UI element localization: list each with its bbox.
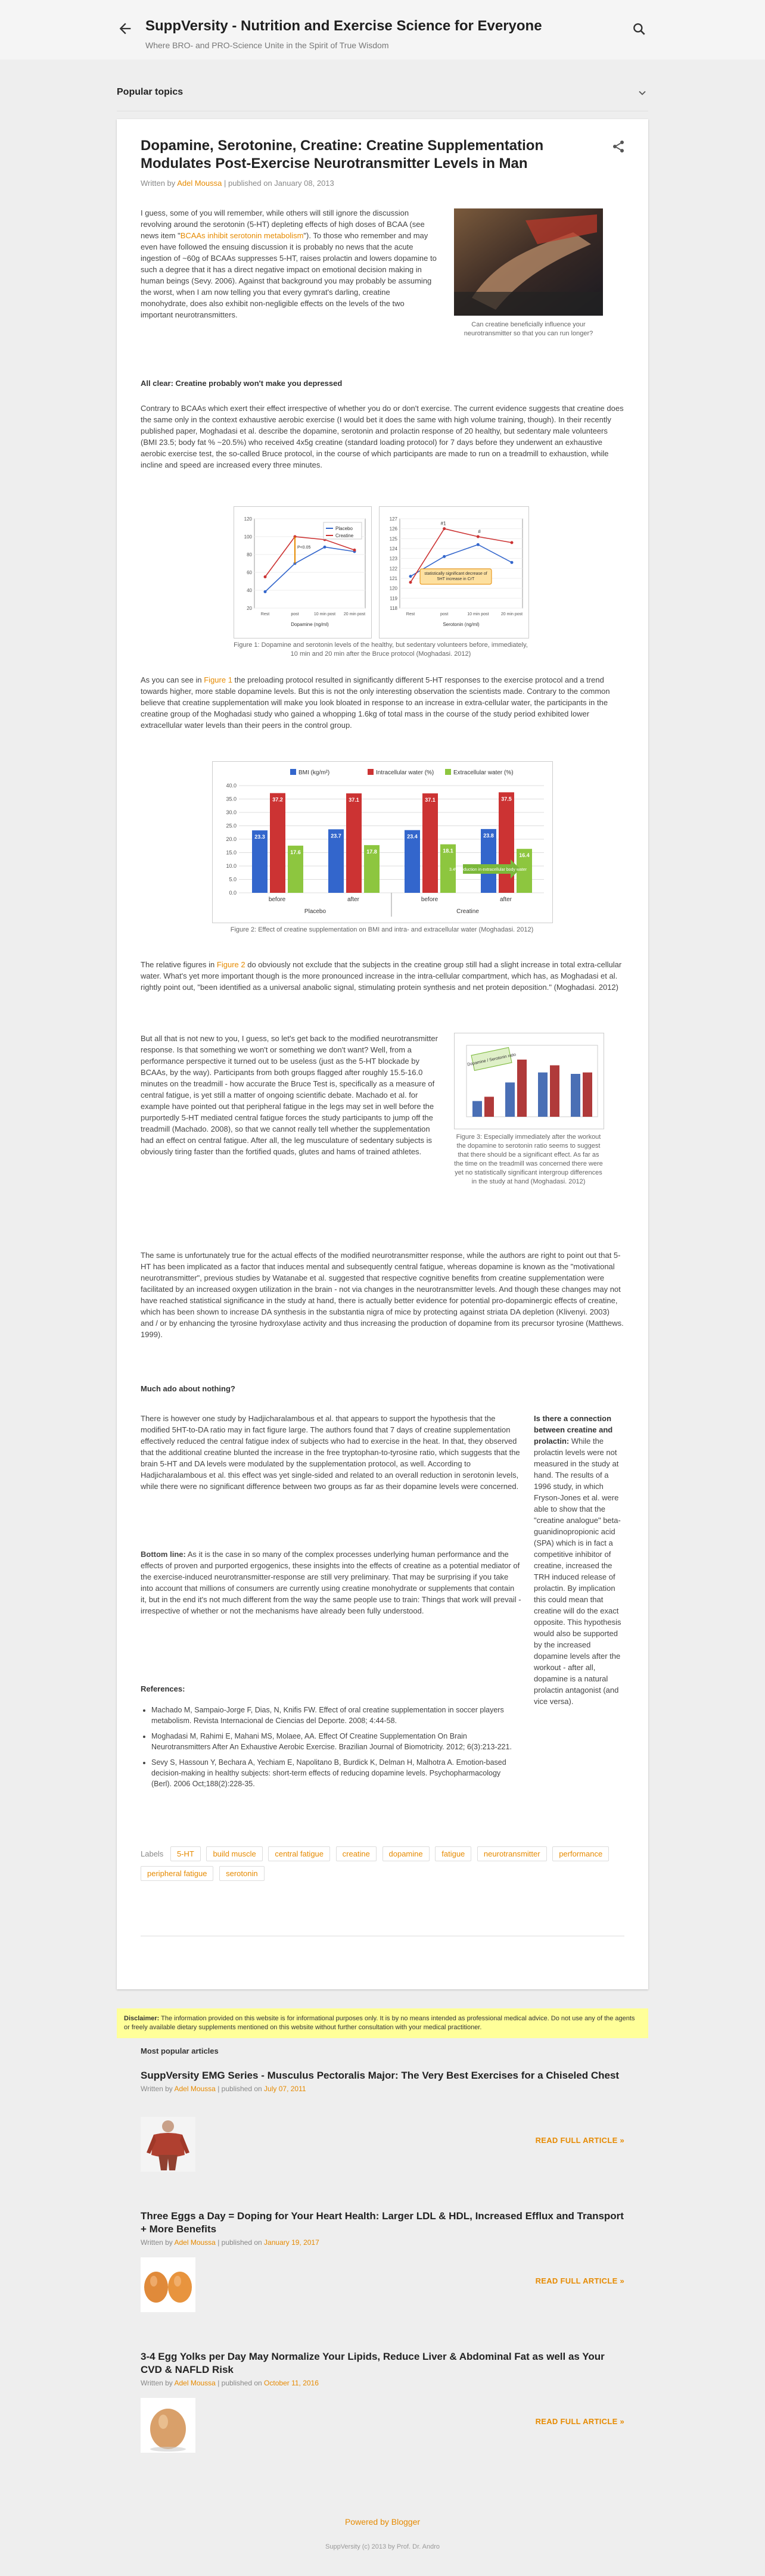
creatine-point [477, 535, 480, 538]
date-link[interactable]: October 11, 2016 [264, 2379, 319, 2387]
label-tag[interactable]: fatigue [435, 1846, 471, 1861]
date-link[interactable]: July 07, 2011 [264, 2085, 306, 2093]
bar-value-label: 37.1 [425, 797, 436, 803]
bar-value-label: 37.5 [501, 796, 512, 802]
x-tick-label: before [268, 896, 286, 903]
y-tick-label: 126 [389, 526, 397, 532]
popular-article-meta: Written by Adel Moussa | published on July 07, 2011 [141, 2085, 306, 2093]
group-label: Placebo [304, 908, 326, 915]
disclaimer-banner [117, 2008, 648, 2038]
ratio-bar-a [472, 1101, 482, 1117]
callout-text: Dopamine / Serotonin ratio [467, 1052, 517, 1067]
significance-mark: # [478, 529, 481, 534]
disclaimer-label: Disclaimer: [124, 2015, 160, 2022]
legend-entry: BMI (kg/m²) [298, 770, 330, 776]
annotation-box [420, 569, 492, 584]
y-tick-label: 0.0 [229, 890, 237, 896]
label-tag[interactable]: performance [552, 1846, 609, 1861]
read-more-link[interactable]: READ FULL ARTICLE » [535, 2136, 624, 2145]
bar-value-label: 37.2 [272, 796, 283, 803]
paragraph-6: The same is unfortunately true for the actual effects of the modified neurotransmitter response, while the authors are right to point out that 5-HT has been implicated as a factor that induces mental and subsequently central fatigue, whereas dopamine is known as the "motivational neurotransmitter", previous studies by Watanabe et al. suggested that respective cognitive benefits from creatine supplementation were facilitated by an increased oxygen utilization in the brain - not via changes in the neurotransmitter levels. And though these changes may not have reached statistical significance in the study at hand, there is actually better evidence for potential pro-dopaminergic effects of creatine, which has been shown to increase DA synthesis in the substantia nigra of mice by protecting against striata DA depletion (Klivenyi. 2003) and / or by enhancing the tyrosine hydroxylase activity and thus increasing the production of dopamine from its precursor tyrosine (Matthews. 1999). [141, 1251, 624, 1339]
labels-list [141, 1846, 617, 1886]
y-tick-label: 35.0 [226, 796, 237, 802]
paragraph-4: The relative figures in Figure 2 do obviously not exclude that the subjects in the creatine group still had a slight increase in total extra-cellular water. What's yet more important though is the more pronounced increase in the intra-cellular compartment, which has, as Moghadasi et al. rightly point out, "been identified as a universal anabolic signal, stimulating protein synthesis and net protein deposition." (Moghadasi. 2012) [141, 960, 622, 992]
y-tick-label: 121 [389, 576, 397, 581]
icw-bar [422, 793, 438, 893]
figure-2-caption: Figure 2: Effect of creatine supplementation on BMI and intra- and extracellular water (Moghadasi. 2012) [230, 926, 534, 933]
y-tick-label: 120 [244, 516, 252, 522]
popular-article[interactable] [141, 2069, 624, 2188]
y-tick-label: 100 [244, 534, 252, 540]
search-icon[interactable] [632, 21, 647, 37]
legend-entry: Extracellular water (%) [453, 770, 514, 776]
author-link[interactable]: Adel Moussa [174, 2085, 216, 2093]
bcaa-link[interactable]: BCAAs inhibit serotonin metabolism [180, 231, 304, 240]
ratio-bar-a [538, 1073, 548, 1117]
figure-1-link[interactable]: Figure 1 [204, 675, 232, 684]
legend-swatch [445, 769, 451, 775]
site-header [0, 0, 765, 60]
y-tick-label: 20.0 [226, 836, 237, 842]
post-card [117, 119, 648, 1989]
figure-1-dopamine [234, 506, 372, 638]
bar-value-label: 23.7 [331, 833, 341, 839]
popular-article-title[interactable]: Three Eggs a Day = Doping for Your Heart Health: Larger LDL & HDL, Increased Efflux and Transport + More Benefits [141, 2210, 624, 2235]
x-tick-label: post [291, 612, 299, 616]
ratio-bar-b [583, 1073, 592, 1117]
popular-article[interactable] [141, 2210, 624, 2329]
placebo-point [264, 590, 267, 593]
bar-value-label: 23.8 [483, 832, 494, 839]
legend-swatch [290, 769, 296, 775]
label-tag[interactable]: neurotransmitter [477, 1846, 547, 1861]
figure-1-serotonin [379, 506, 529, 638]
x-tick-label: Rest [260, 612, 270, 616]
creatine-point [511, 541, 514, 544]
y-tick-label: 124 [389, 546, 397, 552]
disclaimer-text: The information provided on this website is for informational purposes only. It is by no means intended as professional medical advice. Do not use any of the agents or freely available dietary supplements mentioned on this website without further consultation with your medical practitioner. [124, 2015, 635, 2031]
icw-bar [270, 793, 285, 893]
ratio-bar-a [505, 1082, 515, 1117]
popular-article-meta: Written by Adel Moussa | published on January 19, 2017 [141, 2238, 319, 2247]
legend-entry: Intracellular water (%) [376, 770, 434, 776]
read-more-link[interactable]: READ FULL ARTICLE » [535, 2417, 624, 2426]
y-tick-label: 10.0 [226, 863, 237, 869]
bar-value-label: 17.8 [366, 848, 377, 855]
meta-date: | published on January 08, 2013 [223, 179, 334, 188]
paragraph-3: As you can see in Figure 1 the preloading protocol resulted in significantly different 5-HT responses to the exercise protocol and a trend towards higher, more stable dopamine levels. But this is not the only interesting observation the scientists made. Contrary to the common believe that creatine supplementation will make you look bloated in response to an increase in extra-cellular water, the participants in the creatine group of the Moghadasi study who gained a whopping 1.6kg of total mass in the course of the study period exhibited lower extracellular water levels than their peers in the control group. [141, 675, 610, 730]
paragraph-7: There is however one study by Hadjicharalambous et al. that appears to support the hypothesis that the modified 5HT-to-DA ratio may in fact figure large. The authors found that 7 days of creatine supplementation effectively reduced the central fatigue index of subjects who had to exercise in the heat. In that, they observed that the additional creatine blunted the increase in the free tryptophan-to-tyrosine ratio, which suggests that the brain 5-HT and DA levels were modulated by the supplementation protocol, as well. According to Hadjicharalambous et al. this effect was yet single-sided and related to an overall reduction in serotonin levels, while there were no significant difference between two groups as far as their dopamine levels were concerned. [141, 1414, 520, 1491]
figure-2-bmi-water [212, 761, 553, 923]
reference-item: • Machado M, Sampaio-Jorge F, Dias, N, Knifis FW. Effect of oral creatine supplementation in soccer players metabolism. Revista Internacional de Ciencias del Deporte. 2008; 4:44-58. [151, 1705, 521, 1726]
paragraph-2: Contrary to BCAAs which exert their effect irrespective of whether you do or don't exercise. The current evidence suggests that creatine does the same only in the context exhaustive aerobic exercise (I would bet it does the same with high volume training, though). In their recently published paper, Moghadasi et al. describe the dopamine, serotonin and prolactin response of 20 healthy, but sedentary male volunteers (BMI 23.5; body fat % ~20.5%) who received 4x5g creatine (standard loading protocol) for 7 days before they underwent an exhaustive aerobic exercise test, the so-called Bruce protocol, in the course of which participants are made to run on a treadmill to exhaustion, while incline and speed are increased every three minutes. [141, 404, 624, 469]
subhead-all-clear: All clear: Creatine probably won't make you depressed [141, 379, 343, 388]
label-tag[interactable]: 5-HT [170, 1846, 201, 1861]
y-tick-label: 60 [247, 570, 252, 575]
placebo-point [409, 575, 412, 578]
y-tick-label: 25.0 [226, 823, 237, 829]
creatine-point [353, 549, 356, 552]
y-tick-label: 120 [389, 585, 397, 591]
y-tick-label: 40.0 [226, 783, 237, 789]
ratio-chart [455, 1033, 604, 1129]
figure-2-link[interactable]: Figure 2 [216, 960, 245, 969]
runner-photo [454, 208, 603, 316]
dopamine-chart [234, 507, 371, 638]
date-link[interactable]: January 19, 2017 [264, 2238, 319, 2247]
references-list [141, 1705, 521, 1794]
bar-value-label: 23.4 [407, 833, 418, 840]
powered-by-link[interactable]: Powered by Blogger [344, 2517, 421, 2527]
label-tag[interactable]: creatine [336, 1846, 377, 1861]
popular-topics-label: Popular topics [117, 87, 184, 97]
site-subtitle: Where BRO- and PRO-Science Unite in the Spirit of True Wisdom [145, 41, 389, 50]
muscle-anatomy-thumbnail[interactable] [141, 2117, 195, 2172]
bar-value-label: 37.1 [349, 797, 359, 803]
placebo-point [324, 546, 326, 549]
popular-article-meta: Written by Adel Moussa | published on October 11, 2016 [141, 2379, 319, 2387]
ratio-bar-a [571, 1074, 580, 1117]
x-tick-label: post [440, 612, 449, 616]
chevron-down-icon[interactable] [636, 87, 648, 99]
subhead-much-ado: Much ado about nothing? [141, 1384, 235, 1393]
most-popular-title: Most popular articles [141, 2047, 219, 2055]
icw-bar [499, 792, 514, 893]
y-tick-label: 80 [247, 552, 252, 557]
back-arrow-icon[interactable] [117, 20, 133, 37]
y-tick-label: 119 [390, 596, 397, 602]
author-link[interactable]: Adel Moussa [174, 2238, 216, 2247]
creatine-point [409, 581, 412, 584]
label-tag[interactable]: central fatigue [268, 1846, 330, 1861]
x-tick-label: Rest [406, 612, 415, 616]
prolactin-sidebar: Is there a connection between creatine and prolactin: While the prolactin levels were not measured in the study at hand. The results of a 1996 study, in which Fryson-Jones et al. were able to show that the "creatine analogue" beta-guanidinopropionic acid (SPA) which is in fact a competitive inhibitor of creatine, increased the TRH induced release of prolactin. By implication this could mean that creatine will do the exact opposite. This hypothesis would also be supported by the increased dopamine levels after the workout - after all, dopamine is a natural prolactin antagonist (and vice versa). [534, 1414, 621, 1706]
serotonin-chart [380, 507, 528, 638]
intro-paragraph: I guess, some of you will remember, while others will still ignore the discussion revolving around the serotonin (5-HT) depleting effects of high doses of BCAA (see news item "BCAAs inhibit serotonin metabolism"). To those who remember and may even have followed the ensuing discussion it is probably no news that the acute ingestion of ~60g of BCAAs suppresses 5-HT, raises prolactin and lowers dopamine to such a degree that it has a direct negative impact on emotional decision making in human beings (Sevy. 2006). Against that background you may probably be assuming the worst, when I am now telling you that every gymrat's darling, creatine monohydrate, does also exhibit non-negligible effects on the levels of the two important neurotransmitters. [141, 208, 437, 319]
legend-swatch [368, 769, 374, 775]
y-tick-label: 123 [389, 556, 397, 562]
post-meta [141, 179, 334, 188]
x-axis-label: Serotonin (ng/ml) [443, 622, 480, 627]
group-label: Creatine [456, 908, 479, 915]
bmi-water-chart [213, 762, 552, 923]
popular-article-title[interactable]: SuppVersity EMG Series - Musculus Pectoralis Major: The Very Best Exercises for a Chiseled Chest [141, 2070, 620, 2081]
label-tag[interactable]: dopamine [382, 1846, 430, 1861]
egg-yolk-thumbnail[interactable] [141, 2398, 195, 2453]
copyright: SuppVersity (c) 2013 by Prof. Dr. Andro [325, 2543, 440, 2550]
y-tick-label: 40 [247, 588, 252, 593]
share-icon[interactable] [611, 139, 626, 154]
post-title: Dopamine, Serotonine, Creatine: Creatine Supplementation Modulates Post-Exercise Neurotransmitter Levels in Man [141, 138, 544, 172]
bar-value-label: 16.4 [519, 852, 530, 859]
figure-3-caption: Figure 3: Especially immediately after the workout the dopamine to serotonin ratio seems to suggest that there should be a significant effect. As far as the time on the treadmill was concerned there were yet no statistically significant intergroup differences in the study at hand (Moghadasi. 2012) [454, 1133, 603, 1185]
paragraph-5: But all that is not new to you, I guess, so let's get back to the modified neurotransmitter response. Is that something we won't or something we don't want? Well, from a performance perspective it turned out to be useless (just as the 5-HT blockade by BCAAs, by the way). Participants from both groups flagged after roughly 15.5-16.0 minutes on the treadmill - how accurate the Bruce Test is, specifically as a measure of central fatigue, is yet still a matter of ongoing scientific debate. Machado et al. for example have pointed out that peripheral fatigue in the legs may set in well before the purportedly 5-HT mediated central fatigue forces the study participants to jump off the treadmill (Machado. 2008), so that we cannot really tell whether the supplementation had an effect on central fatigue. After all, the leg musculature of sedentary subjects is obviously tiring faster than the fortified quads, glutes and hams of trained athletes. [141, 1034, 438, 1156]
legend-entry: Creatine [335, 533, 354, 538]
creatine-point [264, 575, 267, 578]
x-tick-label: after [347, 896, 360, 903]
popular-topics-toggle[interactable] [117, 75, 648, 111]
y-tick-label: 125 [389, 536, 397, 542]
labels-heading: Labels [141, 1849, 164, 1858]
bottom-line-paragraph: Bottom line: As it is the case in so many of the complex processes underlying human performance and the effects of proven and purported ergogenics, these insights into the effects of creatine as a potential mediator of the exercise-induced neurotransmitter-response are still very preliminary. That may be surprising if you take into account that millions of consumers are currently using creatine monohydrate or supplements that contain it, but in the end it's not much different from the way the same people use to train: Things that work will prevail - irrespective of whether or not the mechanisms have already been fully understood. [141, 1550, 521, 1615]
x-tick-label: 10 min post [467, 612, 489, 616]
x-tick-label: 20 min post [500, 612, 523, 616]
x-tick-label: before [421, 896, 439, 903]
bar-value-label: 23.3 [254, 834, 265, 840]
annotation-text: statistically significant decrease of 5HT increase in CrT [424, 572, 487, 581]
placebo-point [477, 543, 480, 546]
y-tick-label: 127 [389, 516, 397, 522]
popular-article-title[interactable]: 3-4 Egg Yolks per Day May Normalize Your Lipids, Reduce Liver & Abdominal Fat as well as Your CVD & NAFLD Risk [141, 2351, 605, 2375]
figure-3-ratio [454, 1033, 604, 1129]
x-tick-label: 20 min post [343, 612, 366, 616]
label-tag[interactable]: serotonin [219, 1866, 264, 1881]
plot-area [400, 519, 523, 608]
callout-text: 3.4% reduction in extracellular body water [449, 868, 527, 872]
legend-entry: Placebo [335, 526, 353, 531]
reference-item: • Moghadasi M, Rahimi E, Mahani MS, Molaee, AA. Effect Of Creatine Supplementation On Brain Neurotransmitters After An Exhaustive Aerobic Exercise. Brazilian Journal of Biomotricity. 2012; 6(3):213-221. [151, 1731, 521, 1752]
y-tick-label: 30.0 [226, 809, 237, 815]
x-tick-label: after [499, 896, 512, 903]
label-tag[interactable]: build muscle [206, 1846, 262, 1861]
photo-caption: Can creatine beneficially influence your neurotransmitter so that you can run longer? [464, 321, 593, 337]
references-title: References: [141, 1684, 185, 1693]
meta-prefix: Written by [141, 179, 176, 188]
ratio-bar-b [484, 1097, 494, 1117]
figure-1-caption: Figure 1: Dopamine and serotonin levels of the healthy, but sedentary volunteers before, immediately, 10 min and 20 min after the Bruce protocol (Moghadasi. 2012) [234, 641, 528, 658]
icw-bar [346, 793, 362, 893]
y-tick-label: 15.0 [226, 849, 237, 856]
ratio-bar-b [550, 1066, 559, 1117]
label-tag[interactable]: peripheral fatigue [141, 1866, 213, 1881]
significance-mark: #1 [440, 521, 446, 527]
sidebar-title: Is there a connection between creatine and prolactin: [534, 1414, 613, 1446]
bottom-line-label: Bottom line: [141, 1550, 186, 1559]
bar-value-label: 18.1 [443, 848, 453, 854]
author-link[interactable]: Adel Moussa [177, 179, 222, 188]
creatine-point [443, 527, 446, 530]
y-tick-label: 20 [247, 606, 252, 611]
x-tick-label: 10 min post [313, 612, 336, 616]
eggs-thumbnail[interactable] [141, 2257, 195, 2312]
bmi-bar [481, 829, 496, 893]
y-tick-label: 122 [389, 566, 397, 572]
author-link[interactable]: Adel Moussa [174, 2379, 216, 2387]
y-tick-label: 118 [390, 606, 397, 611]
popular-article[interactable] [141, 2350, 624, 2469]
placebo-point [443, 555, 446, 558]
read-more-link[interactable]: READ FULL ARTICLE » [535, 2276, 624, 2285]
placebo-point [511, 561, 514, 564]
site-title[interactable]: SuppVersity - Nutrition and Exercise Science for Everyone [145, 18, 542, 34]
reference-item: • Sevy S, Hassoun Y, Bechara A, Yechiam E, Napolitano B, Burdick K, Delman H, Malhotra A. Emotion-based decision-making in healthy subjects: short-term effects of reducing dopamine levels. Psychopharmacology (Berl). 2006 Oct;188(2):228-35. [151, 1757, 521, 1789]
y-tick-label: 5.0 [229, 876, 237, 883]
ratio-bar-b [517, 1060, 527, 1117]
bar-value-label: 17.6 [290, 849, 301, 855]
x-axis-label: Dopamine (ng/ml) [291, 622, 329, 627]
significance-note: P<0.05 [297, 546, 311, 550]
